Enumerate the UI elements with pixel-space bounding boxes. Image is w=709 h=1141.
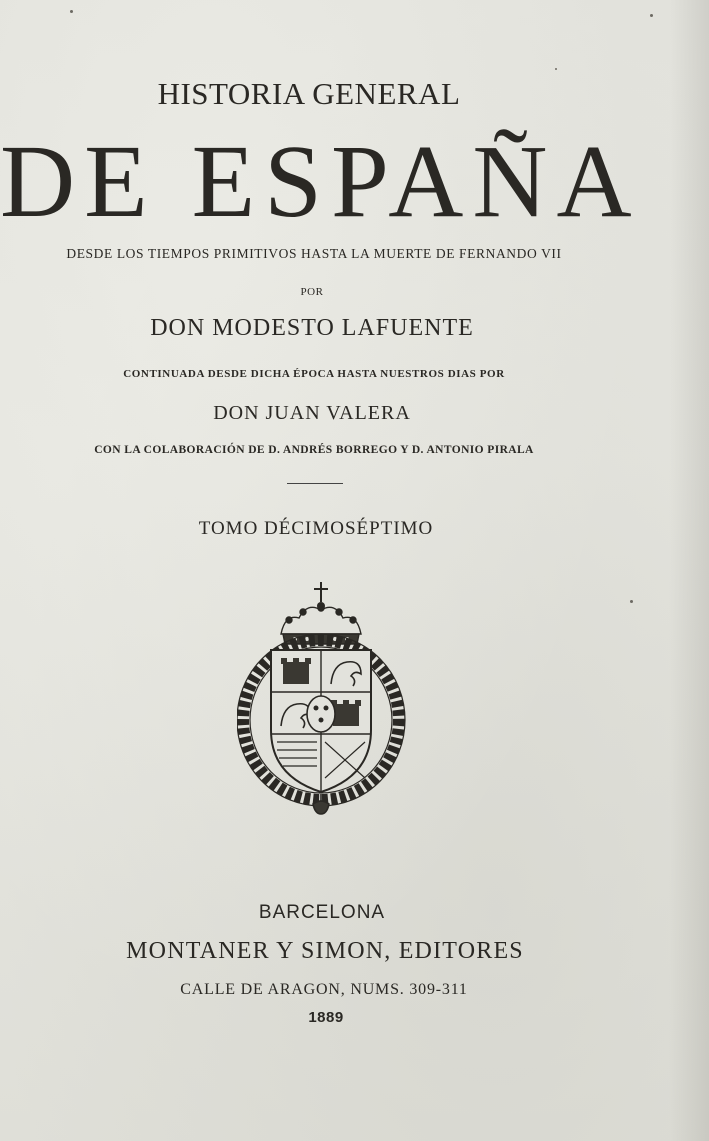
subtitle: DESDE LOS TIEMPOS PRIMITIVOS HASTA LA MUERTE DE FERNANDO VII (66, 246, 562, 261)
continuation-note: CONTINUADA DESDE DICHA ÉPOCA HASTA NUESTROS DIAS POR (123, 368, 505, 380)
page-edge-shadow (669, 0, 709, 1141)
imprint-year: 1889 (308, 1009, 344, 1026)
volume-label: TOMO DÉCIMOSÉPTIMO (198, 518, 434, 539)
author-name: DON MODESTO LAFUENTE (150, 315, 474, 341)
paper-speck (70, 10, 73, 13)
divider-rule (287, 483, 343, 484)
continuer-name: DON JUAN VALERA (213, 402, 411, 424)
paper-speck (650, 14, 653, 17)
title-line-de-espana: DE ESPAÑA (0, 124, 641, 239)
royal-coat-of-arms-icon (237, 580, 407, 816)
imprint-city: BARCELONA (258, 902, 386, 923)
imprint-address: CALLE DE ARAGON, NUMS. 309-311 (180, 981, 468, 998)
title-line-historia-general: HISTORIA GENERAL (157, 76, 461, 111)
paper-speck (630, 600, 633, 603)
by-label: POR (300, 286, 324, 298)
collaboration-note: CON LA COLABORACIÓN DE D. ANDRÉS BORREGO Y D. ANTONIO PIRALA (94, 444, 534, 456)
imprint-publisher: MONTANER Y SIMON, EDITORES (126, 938, 524, 964)
paper-speck (555, 68, 557, 70)
